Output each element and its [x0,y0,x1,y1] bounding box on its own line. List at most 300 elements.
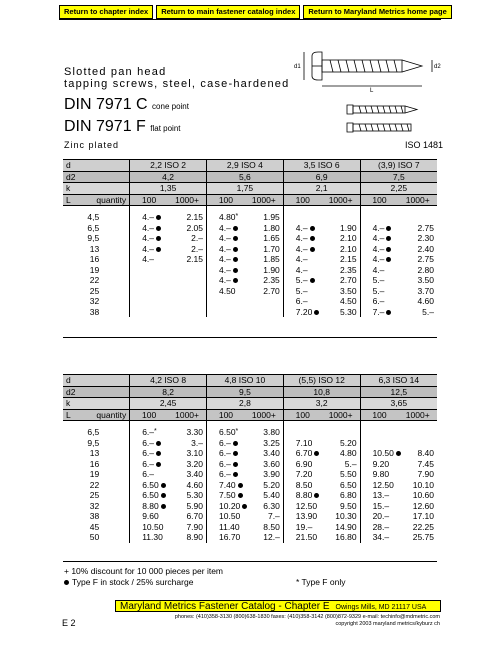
price-cell-1000: 2.15 [340,254,357,264]
price-cell-100 [360,522,398,533]
catalog-location: Owings Mills, MD 21117 USA [335,604,427,611]
price-cell-1000: 12.– [263,532,280,542]
qty-1000-header: 1000+ [322,194,360,206]
price-100: 6.– [142,448,155,458]
price-100: 4.– [218,254,231,264]
qty-100-header: 100 [360,194,398,206]
qty-1000-header: 1000+ [398,409,437,421]
stock-dot-icon [161,493,166,498]
header-row-quantity [63,194,437,206]
price-cell-1000: 3.40 [263,448,280,458]
catalog-title: Maryland Metrics Fastener Catalog - Chapter E [120,601,330,612]
price-100: 4.– [295,243,308,254]
header-row-d [63,375,437,387]
standard-f [64,118,181,138]
price-cell-100 [360,223,398,234]
table-row [63,212,437,223]
table-row [63,244,437,255]
stock-dot-icon [233,462,238,467]
price-100: 11.30 [142,532,163,542]
price-100: 6.50 [142,479,159,490]
price-cell-1000: 3.50 [340,285,357,296]
stock-dot-icon [233,247,238,252]
qty-100-header: 100 [130,409,168,421]
stock-dot-icon [233,472,238,477]
length-cell: 9,5 [87,233,100,243]
qty-100-header: 100 [360,409,398,421]
price-cell-1000: 6.50 [340,479,357,490]
price-cell-1000: 17.10 [412,511,434,521]
qty-1000-header: 1000+ [245,194,283,206]
price-cell-100 [360,438,398,449]
price-cell-1000: 8.90 [186,532,203,542]
standard-c [64,96,189,116]
price-cell-100 [130,307,168,318]
star-marker: * [235,213,239,220]
table-row [63,501,437,512]
stock-dot-icon [233,441,238,446]
price-cell-1000: 1.65 [263,233,280,243]
price-cell-100 [360,448,398,459]
price-cell-100 [130,511,168,522]
price-100: 7.10 [295,437,313,448]
table-row [63,490,437,501]
price-100: 4.80 [218,212,236,222]
price-cell-1000: 2.10 [340,243,357,254]
price-cell-100 [360,254,398,265]
stock-dot-icon [310,236,315,241]
price-cell-100 [207,532,245,543]
price-table-small [63,159,437,317]
price-cell-1000: 2.– [191,243,203,254]
stock-dot-icon [161,483,166,488]
price-cell-1000: 3.30 [186,427,203,437]
price-100: 4.– [142,254,155,264]
price-100: 9.60 [142,511,159,521]
qty-1000-header: 1000+ [322,409,360,421]
price-100: 28.– [372,521,390,532]
contact-info [118,614,440,628]
price-100: 5.– [372,275,385,285]
table-row [63,265,437,276]
price-cell-100 [283,244,321,255]
price-cell-100 [283,448,321,459]
length-cell: 16 [89,254,100,264]
length-cell: 22 [89,479,100,490]
stock-dot-icon [233,236,238,241]
price-cell-100 [283,223,321,234]
star-marker: * [235,428,239,435]
stock-dot-icon [310,247,315,252]
price-cell-100 [130,265,168,276]
price-cell-100 [206,223,244,234]
header-k: k [63,398,130,410]
price-cell-1000: 1.85 [263,254,280,264]
k-value: 1,35 [130,183,207,195]
price-100: 10.50 [142,521,164,532]
table1-bottom-rule [63,337,437,338]
table-row [63,275,437,286]
header-row-k [63,183,437,195]
price-cell-1000: 2.75 [417,254,434,264]
price-100: 9.80 [372,469,390,479]
d2-value: 9,5 [207,386,284,398]
price-cell-100 [283,490,321,501]
price-cell-1000: 2.15 [186,254,203,264]
price-100: 4.– [218,222,231,233]
price-cell-1000: 5.30 [340,306,357,317]
price-100: 7.40 [219,479,236,490]
stock-dot-icon [314,310,319,315]
price-cell-100 [206,275,244,286]
stock-dot-icon [233,257,238,262]
title-line-2: tapping screws, steel, case-hardened [64,78,290,90]
price-100: 10.20 [219,500,241,511]
standard-f-label: DIN 7971 F [64,118,146,135]
length-cell: 6,5 [87,222,100,233]
stock-dot-icon [242,504,247,509]
qty-100-header: 100 [207,409,245,421]
length-cell: 38 [89,511,100,521]
price-cell-100 [360,480,398,491]
price-100: 5.– [295,275,308,285]
price-cell-100 [283,296,321,307]
length-cell: 32 [89,500,100,511]
price-100: 4.– [372,264,385,275]
discount-note: + 10% discount for 10 000 pieces per item [64,566,223,576]
price-cell-1000: 7.– [267,511,280,521]
price-cell-100 [360,286,398,297]
stock-dot-icon [314,493,319,498]
price-cell-100 [360,265,398,276]
price-100: 4.– [295,264,308,275]
price-100: 12.50 [372,479,394,490]
price-cell-100 [283,480,321,491]
main-catalog-link[interactable]: Return to main fastener catalog index [156,5,300,19]
price-cell-1000: 2.30 [417,233,434,243]
size-header: 3,5 ISO 6 [283,160,360,172]
price-cell-100 [360,469,398,480]
k-value: 2,1 [283,183,360,195]
star-marker: * [154,428,157,435]
price-100: 34.– [372,532,390,542]
price-100: 4.– [218,233,231,243]
price-100: 5.– [372,285,385,296]
table-row [63,438,437,449]
price-100: 6.70 [295,448,313,458]
header-row-k [63,398,437,410]
header-row-quantity [63,409,437,421]
price-cell-100 [206,286,244,297]
price-100: 4.– [142,243,155,254]
length-cell: 25 [89,285,100,296]
price-cell-1000: 2.70 [340,275,357,285]
price-100: 12.50 [295,500,318,511]
finish-label: Zinc plated [64,140,120,150]
price-cell-100 [206,307,244,318]
price-cell-100 [207,501,245,512]
catalog-footer [115,600,441,612]
table2-bottom-rule [63,561,437,562]
chapter-index-link[interactable]: Return to chapter index [59,5,153,19]
title-line-1: Slotted pan head [64,66,167,78]
price-cell-1000: 3.80 [263,427,280,437]
price-cell-1000: 5.20 [263,479,280,490]
standard-f-note: flat point [150,124,181,133]
table-row [63,223,437,234]
header-L: L [66,194,71,205]
price-cell-1000: 3.70 [417,285,434,296]
price-cell-100 [283,307,321,318]
price-cell-1000: 3.60 [263,458,280,469]
drawing-label-L: L [370,88,374,93]
price-cell-100 [360,244,398,255]
price-cell-1000: 7.90 [186,521,203,532]
price-cell-100 [283,265,321,276]
price-cell-1000: 5.40 [263,490,280,500]
price-100: 4.– [372,243,385,254]
header-d2: d2 [63,171,130,183]
k-value: 3,2 [283,398,360,410]
price-cell-1000 [245,296,283,307]
qty-1000-header: 1000+ [168,194,206,206]
price-cell-1000: 3.10 [186,448,203,458]
price-cell-100 [130,438,168,449]
d2-value: 12,5 [360,386,437,398]
price-cell-1000: 2.35 [340,264,357,275]
stock-dot-icon [156,247,161,252]
table-row [63,532,437,543]
k-value: 2,25 [360,183,437,195]
price-cell-100 [207,480,245,491]
price-cell-100 [206,233,244,244]
price-cell-1000 [322,212,360,223]
price-cell-1000: 12.60 [412,500,434,511]
price-cell-1000: 1.90 [263,264,280,275]
price-cell-1000: 2.05 [186,222,203,233]
d2-value: 4,2 [130,171,207,183]
price-cell-100 [283,427,321,438]
price-cell-1000: 4.60 [186,479,203,490]
k-value: 3,65 [360,398,437,410]
drawing-label-d1: d1 [294,64,301,70]
length-cell: 32 [89,296,100,306]
length-cell: 50 [89,532,100,542]
size-header: 6,3 ISO 14 [360,375,437,387]
price-cell-1000: 6.30 [263,500,280,511]
price-cell-1000: 1.95 [263,212,280,222]
price-100: 10.50 [372,448,394,458]
length-cell: 25 [89,490,100,500]
price-cell-1000: 1.80 [263,222,280,233]
star-note: * Type F only [296,577,346,587]
price-cell-100 [130,532,168,543]
price-cell-1000 [168,307,206,318]
price-cell-100 [360,490,398,501]
price-cell-100 [130,233,168,244]
stock-dot-icon [310,226,315,231]
price-cell-100 [360,511,398,522]
stock-dot-icon [310,278,315,283]
price-100: 6.– [219,458,231,469]
d2-value: 10,8 [283,386,360,398]
price-cell-1000: 2.70 [263,285,280,296]
price-cell-100 [360,296,398,307]
price-cell-100 [206,296,244,307]
price-cell-1000: 5.30 [186,490,203,500]
table-row [63,296,437,307]
qty-1000-header: 1000+ [168,409,206,421]
price-100: 15.– [372,500,390,511]
price-cell-1000 [168,296,206,307]
qty-1000-header: 1000+ [245,409,283,421]
k-value: 2,8 [207,398,284,410]
price-cell-100 [283,212,321,223]
price-cell-1000: 3.– [191,437,203,448]
product-title [64,66,289,90]
iso-reference: ISO 1481 [405,140,444,150]
k-value: 1,75 [206,183,283,195]
stock-dot-icon [386,310,391,315]
price-100: 5.– [295,285,308,296]
price-cell-1000 [398,212,437,223]
size-header: (5,5) ISO 12 [283,375,360,387]
home-page-link[interactable]: Return to Maryland Metrics home page [303,5,451,19]
price-100: 7.20 [295,469,313,479]
price-100: 13.– [372,490,390,500]
price-cell-1000: 2.80 [417,264,434,275]
k-value: 2,45 [130,398,207,410]
stock-dot-icon [233,278,238,283]
table-row [63,427,437,438]
price-cell-100 [283,469,321,480]
stock-dot-icon [233,451,238,456]
price-100: 16.70 [219,532,241,542]
price-cell-1000: 10.10 [412,479,434,490]
stock-dot-icon [156,462,161,467]
header-k: k [63,183,130,195]
price-100: 6.– [219,448,231,458]
price-cell-100 [207,511,245,522]
price-cell-100 [283,532,321,543]
price-100: 6.50 [142,490,159,500]
qty-100-header: 100 [283,194,321,206]
price-cell-100 [360,233,398,244]
price-100: 10.50 [219,511,241,521]
price-100: 4.– [295,222,308,233]
stock-dot-icon [156,451,161,456]
price-100: 4.– [295,254,308,264]
price-cell-1000: 3.90 [263,469,280,479]
table-row [63,469,437,480]
header-quantity: quantity [96,409,127,420]
price-cell-1000: 6.70 [186,511,203,521]
price-100: 6.90 [295,458,313,469]
price-100: 4.– [218,275,231,285]
price-cell-100 [130,490,168,501]
price-cell-1000: 3.25 [263,437,280,448]
price-cell-1000: 8.40 [417,448,434,458]
stock-dot-icon [233,268,238,273]
price-cell-100 [283,254,321,265]
price-cell-1000: 22.25 [412,521,434,532]
table-row [63,511,437,522]
stock-dot-icon [386,247,391,252]
price-100: 4.– [142,233,155,243]
price-cell-1000 [398,438,437,449]
d2-value: 7,5 [360,171,437,183]
price-cell-100 [130,244,168,255]
price-cell-100 [360,459,398,470]
price-100: 7.50 [219,490,236,500]
price-cell-100 [130,469,168,480]
price-cell-100 [130,480,168,491]
standard-c-note: cone point [152,102,189,111]
contact-line: phones: (410)358-3130 (800)638-1830 faxes: (410)358-3142 (800)872-9329 e-mail: techinfo@mdmetric.com [174,614,440,620]
d2-value: 8,2 [130,386,207,398]
header-L-quantity [63,194,130,206]
screw-type-c-drawing [345,103,420,116]
price-cell-1000: 3.50 [417,275,434,285]
price-cell-100 [130,286,168,297]
price-cell-100 [360,532,398,543]
price-cell-100 [130,459,168,470]
table-row [63,286,437,297]
price-table-large [63,374,437,543]
price-cell-100 [283,286,321,297]
price-100: 4.– [372,254,385,264]
price-cell-100 [206,212,244,223]
type-f-note-row [64,577,223,588]
price-100: 4.– [218,243,231,254]
size-header: (3,9) ISO 7 [360,160,437,172]
price-cell-1000: 16.80 [335,532,357,542]
qty-1000-header: 1000+ [398,194,437,206]
price-cell-1000: 2.– [191,233,203,243]
price-cell-100 [130,296,168,307]
price-100: 7.– [372,306,385,317]
price-100: 4.50 [218,285,236,296]
price-cell-1000: 2.10 [340,233,357,243]
price-cell-100 [130,427,168,438]
price-100: 4.– [142,222,155,233]
d2-value: 5,6 [206,171,283,183]
table-row [63,448,437,459]
price-cell-100 [130,522,168,533]
price-cell-1000 [398,427,437,438]
stock-dot-icon [238,483,243,488]
price-cell-1000: 3.40 [186,469,203,479]
stock-dot-icon [314,451,319,456]
price-cell-1000: 7.90 [417,469,434,479]
stock-dot-icon [64,580,69,585]
price-cell-100 [360,212,398,223]
length-cell: 9,5 [87,437,100,448]
price-cell-100 [207,490,245,501]
price-100: 6.– [295,296,308,306]
price-cell-100 [207,448,245,459]
price-cell-100 [130,254,168,265]
price-100: 8.80 [295,490,313,500]
stock-dot-icon [233,226,238,231]
header-d2: d2 [63,386,130,398]
price-100: 7.20 [295,306,313,317]
table-row [63,254,437,265]
screw-type-f-drawing [345,121,420,134]
price-100: 4.– [372,233,385,243]
price-100: 6.– [142,469,155,479]
price-cell-1000: 4.60 [417,296,434,306]
